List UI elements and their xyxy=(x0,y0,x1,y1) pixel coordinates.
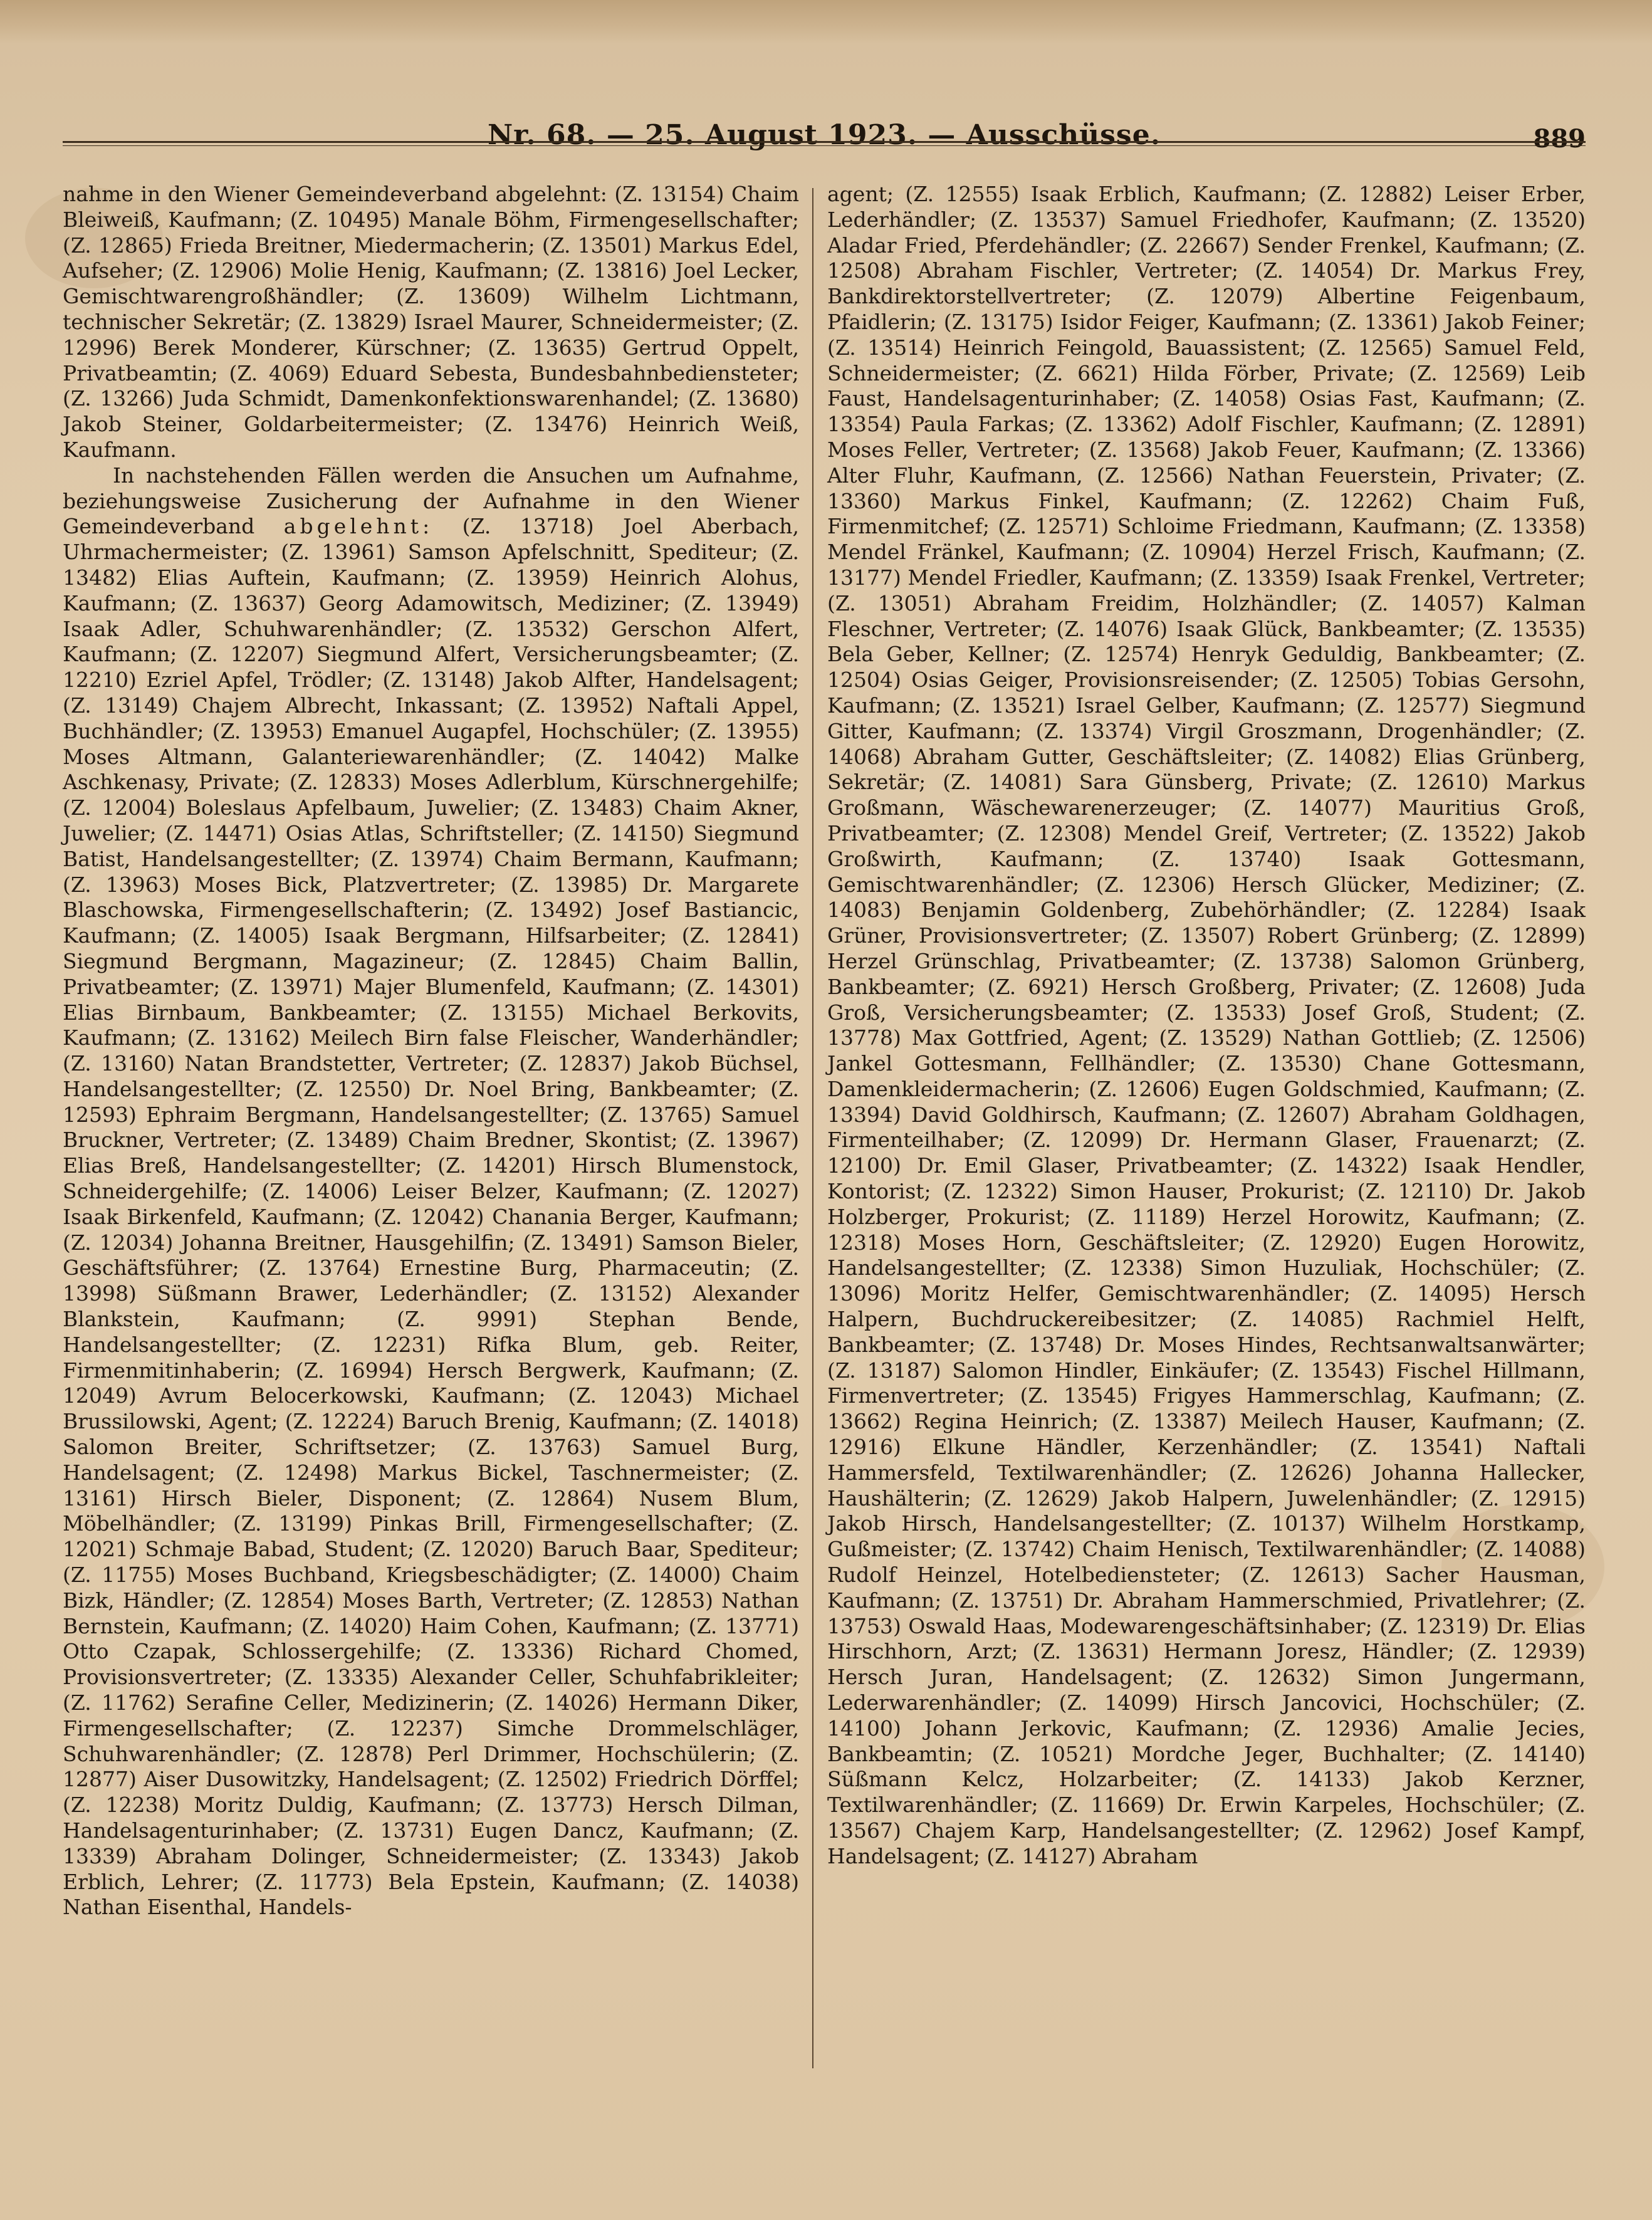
right-paragraph: agent; (Z. 12555) Isaak Erblich, Kaufmann; (Z. 12882) Leiser Erber, Lederhändler; (Z. 13537) Samuel Friedhofer, Kaufmann; (Z. 13520) Aladar Fried, Pferdehändler; (Z. 22667) Sender Frenkel, Kaufmann; (Z. 12508) Abraham Fischler, Vertreter; (Z. 14054) Dr. Markus Frey, Bankdirektorstellvertreter; (Z. 12079) Albertine Feigenbaum, Pfaidlerin; (Z. 13175) Isidor Feiger, Kaufmann; (Z. 13361) Jakob Feiner; (Z. 13514) Heinrich Feingold, Bauassistent; (Z. 12565) Samuel Feld, Schneidermeister; (Z. 6621) Hilda Förber, Private; (Z. 12569) Leib Faust, Handelsagenturinhaber; (Z. 14058) Osias Fast, Kaufmann; (Z. 13354) Paula Farkas; (Z. 13362) Adolf Fischler, Kaufmann; (Z. 12891) Moses Feller, Vertreter; (Z. 13568) Jakob Feuer, Kaufmann; (Z. 13366) Alter Fluhr, Kaufmann, (Z. 12566) Nathan Feuerstein, Privater; (Z. 13360) Markus Finkel, Kaufmann; (Z. 12262) Chaim Fuß, Firmenmitchef; (Z. 12571) Schloime Friedmann, Kaufmann; (Z. 13358) Mendel Fränkel, Kaufmann; (Z. 10904) Herzel Frisch, Kaufmann; (Z. 13177) Mendel Friedler, Kaufmann; (Z. 13359) Isaak Frenkel, Vertreter; (Z. 13051) Abraham Freidim, Holzhändler; (Z. 14057) Kalman Fleschner, Vertreter; (Z. 14076) Isaak Glück, Bankbeamter; (Z. 13535) Bela Geber, Kellner; (Z. 12574) Henryk Geduldig, Bankbeamter; (Z. 12504) Osias Geiger, Provisionsreisender; (Z. 12505) Tobias Gersohn, Kaufmann; (Z. 13521) Israel Gelber, Kaufmann; (Z. 12577) Siegmund Gitter, Kaufmann; (Z. 13374) Virgil Groszmann, Drogenhändler; (Z. 14068) Abraham Gutter, Geschäftsleiter; (Z. 14082) Elias Grünberg, Sekretär; (Z. 14081) Sara Günsberg, Private; (Z. 12610) Markus Großmann, Wäschewarenerzeuger; (Z. 14077) Mauritius Groß, Privatbeamter; (Z. 12308) Mendel Greif, Vertreter; (Z. 13522) Jakob Großwirth, Kaufmann; (Z. 13740) Isaak Gottesmann, Gemischtwarenhändler; (Z. 12306) Hersch Glücker, Mediziner; (Z. 14083) Benjamin Goldenberg, Zubehörhändler; (Z. 12284) Isaak Grüner, Provisionsvertreter; (Z. 13507) Robert Grünberg; (Z. 12899) Herzel Grünschlag, Privatbeamter; (Z. 13738) Salomon Grünberg, Bankbeamter; (Z. 6921) Hersch Großberg, Privater; (Z. 12608) Juda Groß, Versicherungsbeamter; (Z. 13533) Josef Groß, Student; (Z. 13778) Max Gottfried, Agent; (Z. 13529) Nathan Gottlieb; (Z. 12506) Jankel Gottesmann, Fellhändler; (Z. 13530) Chane Gottesmann, Damenkleidermacherin; (Z. 12606) Eugen Goldschmied, Kaufmann; (Z. 13394) David Goldhirsch, Kaufmann; (Z. 12607) Abraham Goldhagen, Firmenteilhaber; (Z. 12099) Dr. Hermann Glaser, Frauenarzt; (Z. 12100) Dr. Emil Glaser, Privatbeamter; (Z. 14322) Isaak Hendler, Kontorist; (Z. 12322) Simon Hauser, Prokurist; (Z. 12110) Dr. Jakob Holzberger, Prokurist; (Z. 11189) Herzel Horowitz, Kaufmann; (Z. 12318) Moses Horn, Geschäftsleiter; (Z. 12920) Eugen Horowitz, Handelsangestellter; (Z. 12338) Simon Huzuliak, Hochschüler; (Z. 13096) Moritz Helfer, Gemischtwarenhändler; (Z. 14095) Hersch Halpern, Buchdruckereibesitzer; (Z. 14085) Rachmiel Helft, Bankbeamter; (Z. 13748) Dr. Moses Hindes, Rechtsanwaltsanwärter; (Z. 13187) Salomon Hindler, Einkäufer; (Z. 13543) Fischel Hillmann, Firmenvertreter; (Z. 13545) Frigyes Hammerschlag, Kaufmann; (Z. 13662) Regina Heinrich; (Z. 13387) Meilech Hauser, Kaufmann; (Z. 12916) Elkune Händler, Kerzenhändler; (Z. 13541) Naftali Hammersfeld, Textilwarenhändler; (Z. 12626) Johanna Hallecker, Haushälterin; (Z. 12629) Jakob Halpern, Juwelenhändler; (Z. 12915) Jakob Hirsch, Handelsangestellter; (Z. 10137) Wilhelm Horstkamp, Gußmeister; (Z. 13742) Chaim Henisch, Textilwarenhändler; (Z. 14088) Rudolf Heinzel, Hotelbediensteter; (Z. 12613) Sacher Hausman, Kaufmann; (Z. 13751) Dr. Abraham Hammerschmied, Privatlehrer; (Z. 13753) Oswald Haas, Modewarengeschäftsinhaber; (Z. 12319) Dr. Elias Hirschhorn, Arzt; (Z. 13631) Hermann Joresz, Händler; (Z. 12939) Hersch Juran, Handelsagent; (Z. 12632) Simon Jungermann, Lederwarenhändler; (Z. 14099) Hirsch Jancovici, Hochschüler; (Z. 14100) Johann Jerkovic, Kaufmann; (Z. 12936) Amalie Jecies, Bankbeamtin; (Z. 10521) Mordche Jeger, Buchhalter; (Z. 14140) Süßmann Kelcz, Holzarbeiter; (Z. 14133) Jakob Kerzner, Textilwarenhändler; (Z. 11669) Dr. Erwin Karpeles, Hochschüler; (Z. 13567) Chajem Karp, Handelsangestellter; (Z. 12962) Josef Kampf, Handelsagent; (Z. 14127) Abraham xyxy=(827,182,1586,1868)
left-column xyxy=(63,182,799,1920)
left-paragraph-1: nahme in den Wiener Gemeindeverband abgelehnt: (Z. 13154) Chaim Bleiweiß, Kaufmann; (Z. 10495) Manale Böhm, Firmengesellschafter; (Z. 12865) Frieda Breitner, Miedermacherin; (Z. 13501) Markus Edel, Aufseher; (Z. 12906) Molie Henig, Kaufmann; (Z. 13816) Joel Lecker, Gemischtwarengroßhändler; (Z. 13609) Wilhelm Lichtmann, technischer Sekretär; (Z. 13829) Israel Maurer, Schneidermeister; (Z. 12996) Berek Monderer, Kürschner; (Z. 13635) Gertrud Oppelt, Privatbeamtin; (Z. 4069) Eduard Sebesta, Bundesbahnbediensteter; (Z. 13266) Juda Schmidt, Damenkonfektionswarenhandel; (Z. 13680) Jakob Steiner, Goldarbeitermeister; (Z. 13476) Heinrich Weiß, Kaufmann. xyxy=(63,182,799,462)
text-columns xyxy=(63,182,1586,2100)
page-header xyxy=(63,94,1586,169)
left-paragraph-2 xyxy=(63,463,799,1920)
header-rule xyxy=(63,141,1586,146)
right-column xyxy=(827,182,1586,1870)
left-paragraph-2-emphasis: abgelehnt: xyxy=(283,514,434,539)
left-paragraph-2-list: (Z. 13718) Joel Aberbach, Uhrmachermeister; (Z. 13961) Samson Apfelschnitt, Spediteur; (Z. 13482) Elias Auftein, Kaufmann; (Z. 13959) Heinrich Alohus, Kaufmann; (Z. 13637) Georg Adamowitsch, Mediziner; (Z. 13949) Isaak Adler, Schuhwarenhändler; (Z. 13532) Gerschon Alfert, Kaufmann; (Z. 12207) Siegmund Alfert, Versicherungsbeamter; (Z. 12210) Ezriel Apfel, Trödler; (Z. 13148) Jakob Alfter, Handelsagent; (Z. 13149) Chajem Albrecht, Inkassant; (Z. 13952) Naftali Appel, Buchhändler; (Z. 13953) Emanuel Augapfel, Hochschüler; (Z. 13955) Moses Altmann, Galanteriewarenhändler; (Z. 14042) Malke Aschkenasy, Private; (Z. 12833) Moses Adlerblum, Kürschnergehilfe; (Z. 12004) Boleslaus Apfelbaum, Juwelier; (Z. 13483) Chaim Akner, Juwelier; (Z. 14471) Osias Atlas, Schriftsteller; (Z. 14150) Siegmund Batist, Handelsangestellter; (Z. 13974) Chaim Bermann, Kaufmann; (Z. 13963) Moses Bick, Platzvertreter; (Z. 13985) Dr. Margarete Blaschowska, Firmengesellschafterin; (Z. 13492) Josef Bastiancic, Kaufmann; (Z. 14005) Isaak Bergmann, Hilfsarbeiter; (Z. 12841) Siegmund Bergmann, Magazineur; (Z. 12845) Chaim Ballin, Privatbeamter; (Z. 13971) Majer Blumenfeld, Kaufmann; (Z. 14301) Elias Birnbaum, Bankbeamter; (Z. 13155) Michael Berkovits, Kaufmann; (Z. 13162) Meilech Birn false Fleischer, Wanderhändler; (Z. 13160) Natan Brandstetter, Vertreter; (Z. 12837) Jakob Büchsel, Handelsangestellter; (Z. 12550) Dr. Noel Bring, Bankbeamter; (Z. 12593) Ephraim Bergmann, Handelsangestellter; (Z. 13765) Samuel Bruckner, Vertreter; (Z. 13489) Chaim Bredner, Skontist; (Z. 13967) Elias Breß, Handelsangestellter; (Z. 14201) Hirsch Blumenstock, Schneidergehilfe; (Z. 14006) Leiser Belzer, Kaufmann; (Z. 12027) Isaak Birkenfeld, Kaufmann; (Z. 12042) Chanania Berger, Kaufmann; (Z. 12034) Johanna Breitner, Hausgehilfin; (Z. 13491) Samson Bieler, Geschäftsführer; (Z. 13764) Ernestine Burg, Pharmaceutin; (Z. 13998) Süßmann Brawer, Lederhändler; (Z. 13152) Alexander Blankstein, Kaufmann; (Z. 9991) Stephan Bende, Handelsangestellter; (Z. 12231) Rifka Blum, geb. Reiter, Firmenmitinhaberin; (Z. 16994) Hersch Bergwerk, Kaufmann; (Z. 12049) Avrum Belocerkowski, Kaufmann; (Z. 12043) Michael Brussilowski, Agent; (Z. 12224) Baruch Brenig, Kaufmann; (Z. 14018) Salomon Breiter, Schriftsetzer; (Z. 13763) Samuel Burg, Handelsagent; (Z. 12498) Markus Bickel, Taschnermeister; (Z. 13161) Hirsch Bieler, Disponent; (Z. 12864) Nusem Blum, Möbelhändler; (Z. 13199) Pinkas Brill, Firmengesellschafter; (Z. 12021) Schmaje Babad, Student; (Z. 12020) Baruch Baar, Spediteur; (Z. 11755) Moses Buchband, Kriegsbeschädigter; (Z. 14000) Chaim Bizk, Händler; (Z. 12854) Moses Barth, Vertreter; (Z. 12853) Nathan Bernstein, Kaufmann; (Z. 14020) Haim Cohen, Kaufmann; (Z. 13771) Otto Czapak, Schlossergehilfe; (Z. 13336) Richard Chomed, Provisionsvertreter; (Z. 13335) Alexander Celler, Schuhfabrikleiter; (Z. 11762) Serafine Celler, Medizinerin; (Z. 14026) Hermann Diker, Firmengesellschafter; (Z. 12237) Simche Drommelschläger, Schuhwarenhändler; (Z. 12878) Perl Drimmer, Hochschülerin; (Z. 12877) Aiser Dusowitzky, Handelsagent; (Z. 12502) Friedrich Dörffel; (Z. 12238) Moritz Duldig, Kaufmann; (Z. 13773) Hersch Dilman, Handelsagenturinhaber; (Z. 13731) Eugen Dancz, Kaufmann; (Z. 13339) Abraham Dolinger, Schneidermeister; (Z. 13343) Jakob Erblich, Lehrer; (Z. 11773) Bela Epstein, Kaufmann; (Z. 14038) Nathan Eisenthal, Handels- xyxy=(63,514,800,1920)
page-number: 889 xyxy=(1533,124,1586,154)
page-title: Nr. 68. — 25. August 1923. — Ausschüsse. xyxy=(487,119,1161,151)
column-divider xyxy=(812,188,813,2068)
torn-page-edge xyxy=(0,0,1652,44)
left-paragraph-2-intro: In nachstehenden Fällen werden die Ansuchen um Aufnahme, beziehungsweise Zusicherung der Aufnahme in den Wiener Gemeindeverband xyxy=(63,463,799,539)
